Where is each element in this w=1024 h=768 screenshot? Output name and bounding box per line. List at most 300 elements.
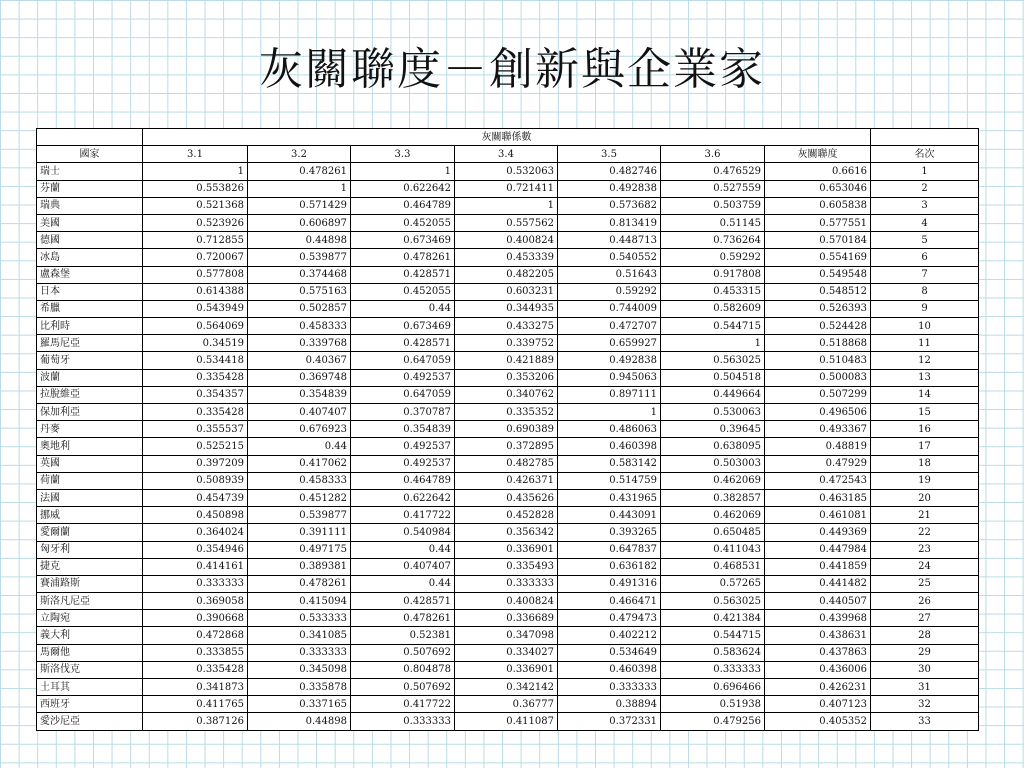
coefficient-cell: 0.400824 xyxy=(455,593,558,610)
rank-cell: 29 xyxy=(871,644,979,661)
coefficient-cell: 0.497175 xyxy=(248,541,351,558)
coefficient-cell: 0.364024 xyxy=(143,524,248,541)
country-cell: 捷克 xyxy=(37,558,143,575)
coefficient-cell: 0.369058 xyxy=(143,593,248,610)
coefficient-cell: 0.721411 xyxy=(455,180,558,197)
coefficient-cell: 0.333333 xyxy=(558,679,661,696)
coefficient-cell: 0.426371 xyxy=(455,472,558,489)
rank-cell: 28 xyxy=(871,627,979,644)
coefficient-cell: 0.335493 xyxy=(455,558,558,575)
country-cell: 瑞士 xyxy=(37,163,143,180)
coefficient-cell: 0.502857 xyxy=(248,300,351,317)
table-row xyxy=(37,232,979,249)
table-row xyxy=(37,644,979,661)
coefficient-cell: 0.504518 xyxy=(661,369,765,386)
table-row xyxy=(37,541,979,558)
coefficient-cell: 0.59292 xyxy=(661,249,765,266)
rank-cell: 23 xyxy=(871,541,979,558)
coefficient-cell: 0.355537 xyxy=(143,421,248,438)
table-row xyxy=(37,489,979,506)
country-cell: 奧地利 xyxy=(37,438,143,455)
coefficient-cell: 0.335428 xyxy=(143,369,248,386)
rank-cell: 11 xyxy=(871,335,979,352)
coefficient-cell: 0.335878 xyxy=(248,679,351,696)
coefficient-cell: 0.451282 xyxy=(248,489,351,506)
coefficient-cell: 0.452828 xyxy=(455,507,558,524)
coefficient-cell: 0.557562 xyxy=(455,214,558,231)
coefficient-cell: 0.479256 xyxy=(661,713,765,730)
rank-cell: 5 xyxy=(871,232,979,249)
coefficient-cell: 0.51643 xyxy=(558,266,661,283)
coefficient-cell: 0.341873 xyxy=(143,679,248,696)
table-row xyxy=(37,696,979,713)
coefficient-cell: 0.527559 xyxy=(661,180,765,197)
coefficient-cell: 1 xyxy=(455,197,558,214)
coefficient-cell: 0.333333 xyxy=(455,575,558,592)
country-cell: 保加利亞 xyxy=(37,404,143,421)
coefficient-cell: 0.341085 xyxy=(248,627,351,644)
rank-cell: 3 xyxy=(871,197,979,214)
rank-cell: 10 xyxy=(871,318,979,335)
coefficient-cell: 0.333333 xyxy=(661,661,765,678)
coefficient-cell: 0.460398 xyxy=(558,438,661,455)
coefficient-cell: 0.482205 xyxy=(455,266,558,283)
table-row xyxy=(37,300,979,317)
blank-header-cell xyxy=(37,129,143,146)
coefficient-cell: 0.458333 xyxy=(248,472,351,489)
coefficient-cell: 0.51938 xyxy=(661,696,765,713)
coefficient-cell: 0.573682 xyxy=(558,197,661,214)
grey-relation-grade-cell: 0.653046 xyxy=(765,180,871,197)
coefficient-cell: 0.507692 xyxy=(351,644,455,661)
coefficient-cell: 0.417722 xyxy=(351,696,455,713)
table-row xyxy=(37,249,979,266)
coefficient-cell: 0.417062 xyxy=(248,455,351,472)
coefficient-cell: 0.540984 xyxy=(351,524,455,541)
rank-cell: 18 xyxy=(871,455,979,472)
table-row xyxy=(37,593,979,610)
table-row xyxy=(37,386,979,403)
rank-cell: 25 xyxy=(871,575,979,592)
rank-cell: 1 xyxy=(871,163,979,180)
coefficient-cell: 0.897111 xyxy=(558,386,661,403)
country-cell: 盧森堡 xyxy=(37,266,143,283)
coefficient-cell: 0.744009 xyxy=(558,300,661,317)
table-row xyxy=(37,679,979,696)
coefficient-cell: 0.389381 xyxy=(248,558,351,575)
coefficient-cell: 0.393265 xyxy=(558,524,661,541)
coefficient-cell: 0.813419 xyxy=(558,214,661,231)
coefficient-cell: 0.491316 xyxy=(558,575,661,592)
table-row xyxy=(37,455,979,472)
coefficient-cell: 0.335428 xyxy=(143,404,248,421)
country-cell: 法國 xyxy=(37,489,143,506)
grey-relation-grade-cell: 0.526393 xyxy=(765,300,871,317)
rank-cell: 19 xyxy=(871,472,979,489)
coefficient-cell: 0.453339 xyxy=(455,249,558,266)
coefficient-cell: 0.400824 xyxy=(455,232,558,249)
coefficient-cell: 0.335428 xyxy=(143,661,248,678)
grey-relation-grade-cell: 0.496506 xyxy=(765,404,871,421)
coefficient-cell: 0.650485 xyxy=(661,524,765,541)
coefficient-cell: 0.411087 xyxy=(455,713,558,730)
table-row xyxy=(37,318,979,335)
rank-cell: 13 xyxy=(871,369,979,386)
column-header: 3.5 xyxy=(558,146,661,163)
grey-relation-grade-cell: 0.426231 xyxy=(765,679,871,696)
table-row xyxy=(37,713,979,730)
coefficient-cell: 0.339752 xyxy=(455,335,558,352)
coefficient-cell: 0.44 xyxy=(351,300,455,317)
coefficient-cell: 1 xyxy=(351,163,455,180)
coefficient-cell: 0.582609 xyxy=(661,300,765,317)
coefficient-cell: 0.525215 xyxy=(143,438,248,455)
table-row xyxy=(37,404,979,421)
coefficient-cell: 0.387126 xyxy=(143,713,248,730)
column-header: 國家 xyxy=(37,146,143,163)
coefficient-cell: 0.334027 xyxy=(455,644,558,661)
grey-relation-grade-cell: 0.507299 xyxy=(765,386,871,403)
coefficient-cell: 0.390668 xyxy=(143,610,248,627)
coefficient-cell: 0.354839 xyxy=(248,386,351,403)
rank-cell: 32 xyxy=(871,696,979,713)
grey-relation-grade-cell: 0.493367 xyxy=(765,421,871,438)
coefficient-cell: 0.428571 xyxy=(351,335,455,352)
coefficient-cell: 0.36777 xyxy=(455,696,558,713)
coefficient-cell: 0.354946 xyxy=(143,541,248,558)
table-body xyxy=(37,163,979,730)
coefficient-cell: 0.372895 xyxy=(455,438,558,455)
grey-relation-grade-cell: 0.510483 xyxy=(765,352,871,369)
coefficient-cell: 0.40367 xyxy=(248,352,351,369)
coefficient-cell: 0.435626 xyxy=(455,489,558,506)
coefficient-cell: 0.452055 xyxy=(351,283,455,300)
coefficient-cell: 0.530063 xyxy=(661,404,765,421)
country-cell: 羅馬尼亞 xyxy=(37,335,143,352)
coefficient-cell: 0.571429 xyxy=(248,197,351,214)
country-cell: 馬爾他 xyxy=(37,644,143,661)
coefficient-cell: 0.44898 xyxy=(248,713,351,730)
grey-relation-grade-cell: 0.549548 xyxy=(765,266,871,283)
country-cell: 比利時 xyxy=(37,318,143,335)
country-cell: 瑞典 xyxy=(37,197,143,214)
coefficient-cell: 0.696466 xyxy=(661,679,765,696)
coefficient-cell: 0.472707 xyxy=(558,318,661,335)
coefficient-cell: 0.507692 xyxy=(351,679,455,696)
coefficient-cell: 0.647059 xyxy=(351,386,455,403)
coefficient-cell: 0.333333 xyxy=(143,575,248,592)
country-cell: 冰島 xyxy=(37,249,143,266)
coefficient-cell: 0.391111 xyxy=(248,524,351,541)
table-row xyxy=(37,283,979,300)
coefficient-cell: 0.448713 xyxy=(558,232,661,249)
country-cell: 賽浦路斯 xyxy=(37,575,143,592)
country-cell: 愛沙尼亞 xyxy=(37,713,143,730)
table-row xyxy=(37,661,979,678)
coefficient-cell: 0.34519 xyxy=(143,335,248,352)
coefficient-cell: 0.407407 xyxy=(351,558,455,575)
country-cell: 匈牙利 xyxy=(37,541,143,558)
coefficient-cell: 0.514759 xyxy=(558,472,661,489)
rank-cell: 15 xyxy=(871,404,979,421)
coefficient-cell: 0.44 xyxy=(351,541,455,558)
column-header: 名次 xyxy=(871,146,979,163)
coefficient-cell: 0.339768 xyxy=(248,335,351,352)
grey-relation-grade-cell: 0.6616 xyxy=(765,163,871,180)
coefficient-cell: 0.533333 xyxy=(248,610,351,627)
coefficient-cell: 0.407407 xyxy=(248,404,351,421)
rank-cell: 17 xyxy=(871,438,979,455)
country-cell: 斯洛伐克 xyxy=(37,661,143,678)
coefficient-cell: 0.492537 xyxy=(351,369,455,386)
coefficient-cell: 0.492537 xyxy=(351,455,455,472)
coefficient-cell: 0.354357 xyxy=(143,386,248,403)
rank-cell: 21 xyxy=(871,507,979,524)
coefficient-cell: 0.421889 xyxy=(455,352,558,369)
country-cell: 拉脫維亞 xyxy=(37,386,143,403)
coefficient-cell: 0.38894 xyxy=(558,696,661,713)
coefficient-cell: 0.482785 xyxy=(455,455,558,472)
table-row xyxy=(37,163,979,180)
coefficient-cell: 0.417722 xyxy=(351,507,455,524)
coefficient-cell: 0.374468 xyxy=(248,266,351,283)
coefficient-cell: 0.647059 xyxy=(351,352,455,369)
coefficient-cell: 0.336901 xyxy=(455,541,558,558)
column-header: 3.6 xyxy=(661,146,765,163)
country-cell: 葡萄牙 xyxy=(37,352,143,369)
coefficient-cell: 0.335352 xyxy=(455,404,558,421)
coefficient-cell: 0.540552 xyxy=(558,249,661,266)
rank-cell: 27 xyxy=(871,610,979,627)
column-header: 灰關聯度 xyxy=(765,146,871,163)
rank-cell: 6 xyxy=(871,249,979,266)
grey-relation-grade-cell: 0.436006 xyxy=(765,661,871,678)
coefficient-cell: 0.333333 xyxy=(351,713,455,730)
coefficient-cell: 0.543949 xyxy=(143,300,248,317)
group-header-row xyxy=(37,129,979,146)
column-header-row xyxy=(37,146,979,163)
coefficient-cell: 0.369748 xyxy=(248,369,351,386)
coefficient-cell: 0.945063 xyxy=(558,369,661,386)
country-cell: 挪威 xyxy=(37,507,143,524)
coefficient-cell: 0.411765 xyxy=(143,696,248,713)
coefficient-cell: 0.563025 xyxy=(661,352,765,369)
coefficient-cell: 0.44 xyxy=(351,575,455,592)
slide-title: 灰關聯度－創新與企業家 xyxy=(259,44,765,95)
table-row xyxy=(37,180,979,197)
coefficient-cell: 0.638095 xyxy=(661,438,765,455)
rank-cell: 14 xyxy=(871,386,979,403)
coefficient-cell: 0.464789 xyxy=(351,472,455,489)
grey-relation-grade-cell: 0.524428 xyxy=(765,318,871,335)
coefficient-cell: 0.443091 xyxy=(558,507,661,524)
table-row xyxy=(37,575,979,592)
coefficient-cell: 0.478261 xyxy=(248,575,351,592)
coefficient-cell: 0.433275 xyxy=(455,318,558,335)
rank-cell: 31 xyxy=(871,679,979,696)
coefficient-cell: 1 xyxy=(248,180,351,197)
coefficient-cell: 0.478261 xyxy=(248,163,351,180)
grey-relation-grade-cell: 0.548512 xyxy=(765,283,871,300)
coefficient-cell: 0.39645 xyxy=(661,421,765,438)
coefficient-cell: 1 xyxy=(558,404,661,421)
coefficient-cell: 0.337165 xyxy=(248,696,351,713)
grey-relation-table-container xyxy=(36,128,978,731)
table-row xyxy=(37,524,979,541)
coefficient-cell: 0.460398 xyxy=(558,661,661,678)
grey-relation-grade-cell: 0.440507 xyxy=(765,593,871,610)
coefficient-cell: 0.544715 xyxy=(661,318,765,335)
rank-cell: 4 xyxy=(871,214,979,231)
coefficient-cell: 0.462069 xyxy=(661,507,765,524)
coefficient-cell: 0.544715 xyxy=(661,627,765,644)
country-cell: 義大利 xyxy=(37,627,143,644)
coefficient-cell: 0.486063 xyxy=(558,421,661,438)
grey-relation-grade-cell: 0.439968 xyxy=(765,610,871,627)
coefficient-cell: 0.736264 xyxy=(661,232,765,249)
grey-relation-grade-cell: 0.605838 xyxy=(765,197,871,214)
coefficient-cell: 0.482746 xyxy=(558,163,661,180)
grey-relation-grade-cell: 0.441859 xyxy=(765,558,871,575)
grey-relation-grade-cell: 0.441482 xyxy=(765,575,871,592)
column-header: 3.2 xyxy=(248,146,351,163)
coefficient-cell: 0.917808 xyxy=(661,266,765,283)
coefficient-cell: 0.478261 xyxy=(351,249,455,266)
coefficient-cell: 0.402212 xyxy=(558,627,661,644)
grey-relation-grade-cell: 0.47929 xyxy=(765,455,871,472)
coefficient-cell: 0.503759 xyxy=(661,197,765,214)
rank-cell: 26 xyxy=(871,593,979,610)
blank-header-cell xyxy=(871,129,979,146)
coefficient-cell: 1 xyxy=(143,163,248,180)
grey-relation-grade-cell: 0.405352 xyxy=(765,713,871,730)
coefficient-cell: 0.464789 xyxy=(351,197,455,214)
coefficient-cell: 0.345098 xyxy=(248,661,351,678)
coefficient-cell: 0.59292 xyxy=(558,283,661,300)
coefficient-cell: 0.614388 xyxy=(143,283,248,300)
coefficient-cell: 0.673469 xyxy=(351,232,455,249)
coefficient-cell: 0.370787 xyxy=(351,404,455,421)
coefficient-cell: 0.492537 xyxy=(351,438,455,455)
coefficient-cell: 0.468531 xyxy=(661,558,765,575)
rank-cell: 22 xyxy=(871,524,979,541)
coefficient-cell: 0.52381 xyxy=(351,627,455,644)
coefficient-cell: 0.333333 xyxy=(248,644,351,661)
rank-cell: 16 xyxy=(871,421,979,438)
coefficient-cell: 0.492838 xyxy=(558,352,661,369)
grey-relation-grade-cell: 0.472543 xyxy=(765,472,871,489)
coefficient-cell: 0.521368 xyxy=(143,197,248,214)
grey-relation-table xyxy=(36,128,979,731)
country-cell: 德國 xyxy=(37,232,143,249)
coefficient-cell: 0.356342 xyxy=(455,524,558,541)
country-cell: 英國 xyxy=(37,455,143,472)
grey-relation-grade-cell: 0.500083 xyxy=(765,369,871,386)
coefficient-cell: 1 xyxy=(661,335,765,352)
coefficient-cell: 0.564069 xyxy=(143,318,248,335)
country-cell: 希臘 xyxy=(37,300,143,317)
coefficient-cell: 0.458333 xyxy=(248,318,351,335)
coefficient-cell: 0.647837 xyxy=(558,541,661,558)
coefficient-cell: 0.347098 xyxy=(455,627,558,644)
country-cell: 丹麥 xyxy=(37,421,143,438)
coefficient-cell: 0.804878 xyxy=(351,661,455,678)
coefficient-cell: 0.622642 xyxy=(351,489,455,506)
coefficient-cell: 0.411043 xyxy=(661,541,765,558)
table-row xyxy=(37,369,979,386)
coefficient-cell: 0.431965 xyxy=(558,489,661,506)
coefficient-cell: 0.57265 xyxy=(661,575,765,592)
coefficient-cell: 0.344935 xyxy=(455,300,558,317)
grey-relation-grade-cell: 0.518868 xyxy=(765,335,871,352)
coefficient-cell: 0.523926 xyxy=(143,214,248,231)
coefficient-cell: 0.676923 xyxy=(248,421,351,438)
country-cell: 土耳其 xyxy=(37,679,143,696)
coefficient-cell: 0.534418 xyxy=(143,352,248,369)
rank-cell: 24 xyxy=(871,558,979,575)
grey-relation-grade-cell: 0.447984 xyxy=(765,541,871,558)
coefficient-cell: 0.503003 xyxy=(661,455,765,472)
coefficient-cell: 0.449664 xyxy=(661,386,765,403)
rank-cell: 12 xyxy=(871,352,979,369)
coefficient-cell: 0.622642 xyxy=(351,180,455,197)
table-row xyxy=(37,352,979,369)
coefficient-cell: 0.553826 xyxy=(143,180,248,197)
coefficient-cell: 0.453315 xyxy=(661,283,765,300)
coefficient-cell: 0.472868 xyxy=(143,627,248,644)
coefficient-cell: 0.636182 xyxy=(558,558,661,575)
coefficient-cell: 0.659927 xyxy=(558,335,661,352)
grey-relation-grade-cell: 0.463185 xyxy=(765,489,871,506)
country-cell: 立陶宛 xyxy=(37,610,143,627)
rank-cell: 30 xyxy=(871,661,979,678)
coefficient-cell: 0.336901 xyxy=(455,661,558,678)
coefficient-cell: 0.342142 xyxy=(455,679,558,696)
coefficient-cell: 0.575163 xyxy=(248,283,351,300)
coefficient-cell: 0.539877 xyxy=(248,249,351,266)
country-cell: 芬蘭 xyxy=(37,180,143,197)
coefficient-cell: 0.336689 xyxy=(455,610,558,627)
column-header: 3.4 xyxy=(455,146,558,163)
coefficient-cell: 0.690389 xyxy=(455,421,558,438)
coefficient-cell: 0.563025 xyxy=(661,593,765,610)
coefficient-cell: 0.479473 xyxy=(558,610,661,627)
coefficient-cell: 0.382857 xyxy=(661,489,765,506)
coefficient-cell: 0.492838 xyxy=(558,180,661,197)
coefficient-cell: 0.476529 xyxy=(661,163,765,180)
coefficient-cell: 0.414161 xyxy=(143,558,248,575)
grey-relation-grade-cell: 0.437863 xyxy=(765,644,871,661)
coefficient-cell: 0.606897 xyxy=(248,214,351,231)
table-row xyxy=(37,627,979,644)
rank-cell: 8 xyxy=(871,283,979,300)
column-header: 3.1 xyxy=(143,146,248,163)
table-row xyxy=(37,558,979,575)
grey-relation-grade-cell: 0.438631 xyxy=(765,627,871,644)
table-row xyxy=(37,197,979,214)
coefficient-cell: 0.577808 xyxy=(143,266,248,283)
coefficient-cell: 0.508939 xyxy=(143,472,248,489)
coefficient-cell: 0.539877 xyxy=(248,507,351,524)
rank-cell: 33 xyxy=(871,713,979,730)
table-row xyxy=(37,266,979,283)
coefficient-cell: 0.397209 xyxy=(143,455,248,472)
rank-cell: 7 xyxy=(871,266,979,283)
coefficient-cell: 0.583142 xyxy=(558,455,661,472)
grey-relation-grade-cell: 0.461081 xyxy=(765,507,871,524)
coefficient-cell: 0.333855 xyxy=(143,644,248,661)
country-cell: 波蘭 xyxy=(37,369,143,386)
